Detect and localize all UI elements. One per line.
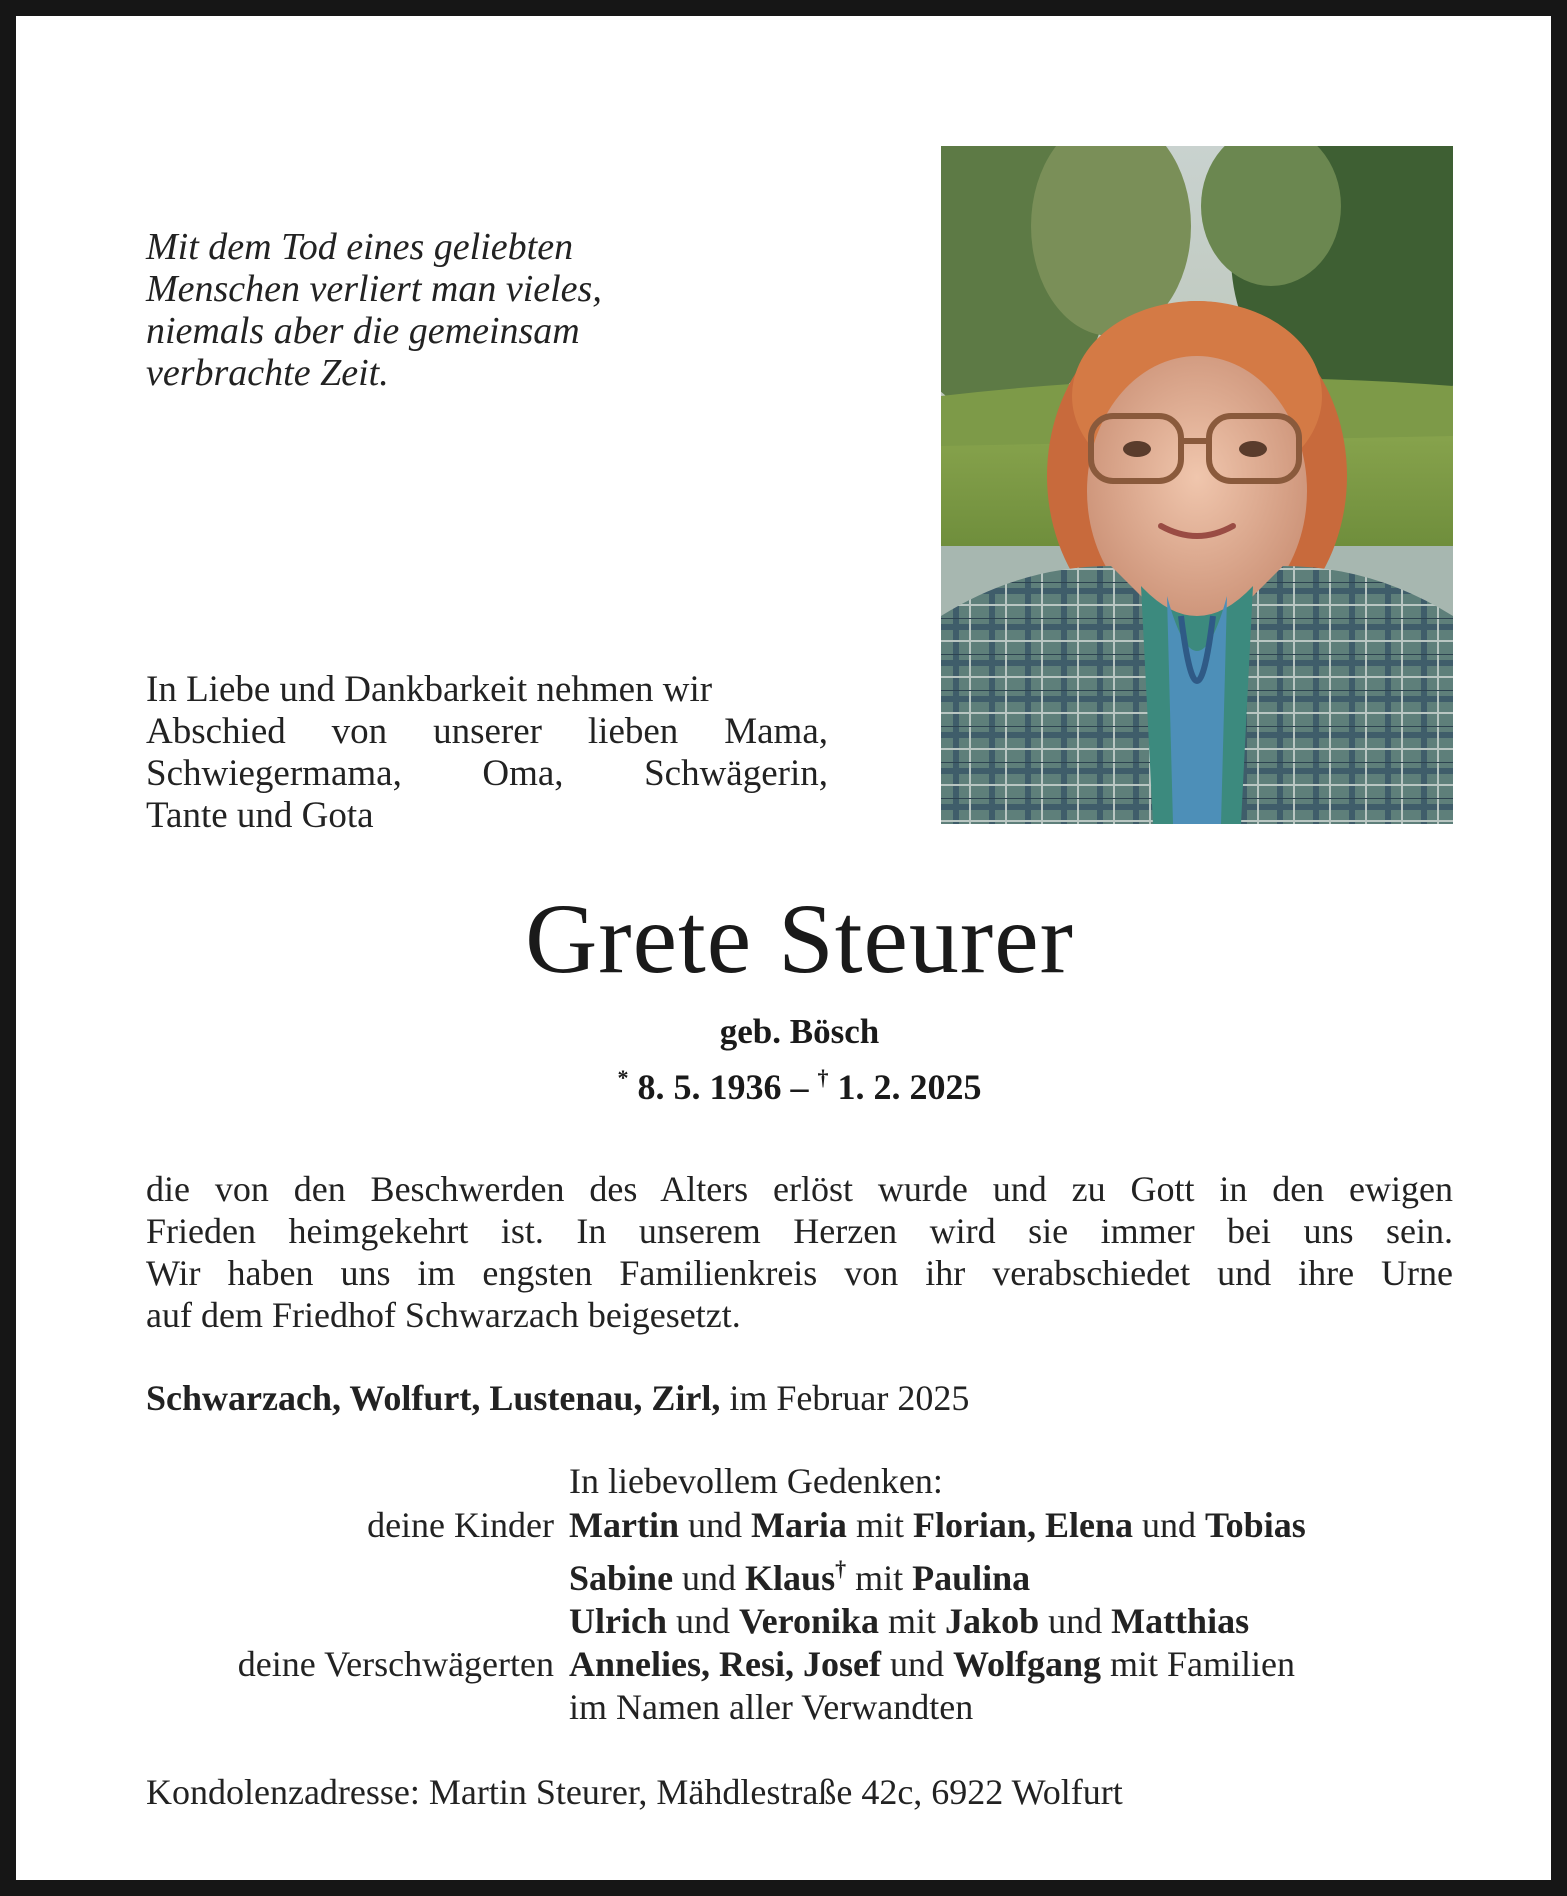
connector: mit Familien <box>1110 1644 1296 1684</box>
death-date: 1. 2. 2025 <box>837 1067 982 1107</box>
body-line: auf dem Friedhof Schwarzach beigesetzt. <box>146 1295 741 1335</box>
children-line <box>569 1600 1453 1643</box>
children-line <box>569 1504 1453 1547</box>
relatives-line: im Namen aller Verwandten <box>569 1687 974 1727</box>
memorial-heading: In liebevollem Gedenken: <box>569 1461 943 1501</box>
birth-date: 8. 5. 1936 <box>637 1067 782 1107</box>
children-label: deine Kinder <box>367 1505 554 1545</box>
person-name: Martin <box>569 1505 679 1545</box>
intro-text <box>146 669 828 837</box>
life-dates <box>16 1056 1567 1109</box>
obituary-body <box>146 1168 1453 1336</box>
place-date: im Februar 2025 <box>729 1378 970 1418</box>
family-row <box>146 1504 1453 1547</box>
empty-label <box>146 1547 569 1600</box>
condolence-address: Kondolenzadresse: Martin Steurer, Mähdlestraße 42c, 6922 Wolfurt <box>146 1772 1123 1812</box>
motto-line: Mit dem Tod eines geliebten <box>146 226 574 268</box>
person-name: Veronika <box>738 1601 880 1641</box>
person-name: Jakob <box>945 1601 1040 1641</box>
connector: und <box>687 1505 742 1545</box>
birth-symbol: * <box>617 1065 629 1090</box>
person-name: Sabine <box>569 1558 674 1598</box>
connector: und <box>675 1601 730 1641</box>
family-row <box>146 1686 1453 1729</box>
person-name: Paulina <box>912 1558 1031 1598</box>
person-name: Florian, Elena <box>912 1505 1133 1545</box>
intro-line: Abschied von unserer lieben Mama, <box>146 711 828 752</box>
person-name: Wolfgang <box>952 1644 1102 1684</box>
place-towns: Schwarzach, Wolfurt, Lustenau, Zirl, <box>146 1378 721 1418</box>
deceased-name: Grete Steurer <box>525 883 1074 994</box>
connector: mit <box>855 1505 904 1545</box>
inlaws-line <box>569 1643 1453 1686</box>
place-date-line <box>146 1377 969 1419</box>
person-name: Matthias <box>1111 1601 1250 1641</box>
person-name: Ulrich <box>569 1601 667 1641</box>
connector: und <box>1141 1505 1196 1545</box>
empty-label <box>146 1686 569 1729</box>
person-name: Annelies, Resi, Josef <box>569 1644 881 1684</box>
intro-line: Tante und Gota <box>146 795 374 836</box>
intro-line <box>146 669 828 711</box>
intro-line-text: In Liebe und Dankbarkeit nehmen wir <box>146 669 713 710</box>
empty-label <box>146 1600 569 1643</box>
birth-name: geb. Bösch <box>719 1012 880 1051</box>
body-line: die von den Beschwerden des Alters erlöst wurde und zu Gott in den ewigen <box>146 1169 1453 1209</box>
family-list <box>146 1504 1453 1729</box>
connector: und <box>889 1644 944 1684</box>
person-name: Maria <box>750 1505 847 1545</box>
body-line: Wir haben uns im engsten Familienkreis von ihr verabschiedet und ihre Urne <box>146 1253 1453 1293</box>
body-line: Frieden heimgekehrt ist. In unserem Herzen wird sie immer bei uns sein. <box>146 1211 1453 1251</box>
motto-line: Menschen verliert man vieles, <box>146 268 602 310</box>
date-dash: – <box>790 1067 809 1107</box>
portrait-photo <box>941 146 1453 824</box>
inlaws-label: deine Verschwägerten <box>237 1644 554 1684</box>
person-name: Klaus <box>745 1558 836 1598</box>
motto-quote <box>146 226 666 394</box>
family-row <box>146 1600 1453 1643</box>
connector: mit <box>855 1558 904 1598</box>
connector: und <box>682 1558 737 1598</box>
death-symbol: † <box>817 1065 829 1090</box>
motto-line: verbrachte Zeit. <box>146 352 389 394</box>
dagger-symbol: † <box>835 1556 847 1581</box>
connector: mit <box>888 1601 937 1641</box>
family-row <box>146 1643 1453 1686</box>
motto-line: niemals aber die gemeinsam <box>146 310 580 352</box>
connector: und <box>1048 1601 1103 1641</box>
family-row <box>146 1547 1453 1600</box>
children-line <box>569 1547 1453 1600</box>
intro-line: Schwiegermama, Oma, Schwägerin, <box>146 753 828 794</box>
person-name: Tobias <box>1204 1505 1306 1545</box>
